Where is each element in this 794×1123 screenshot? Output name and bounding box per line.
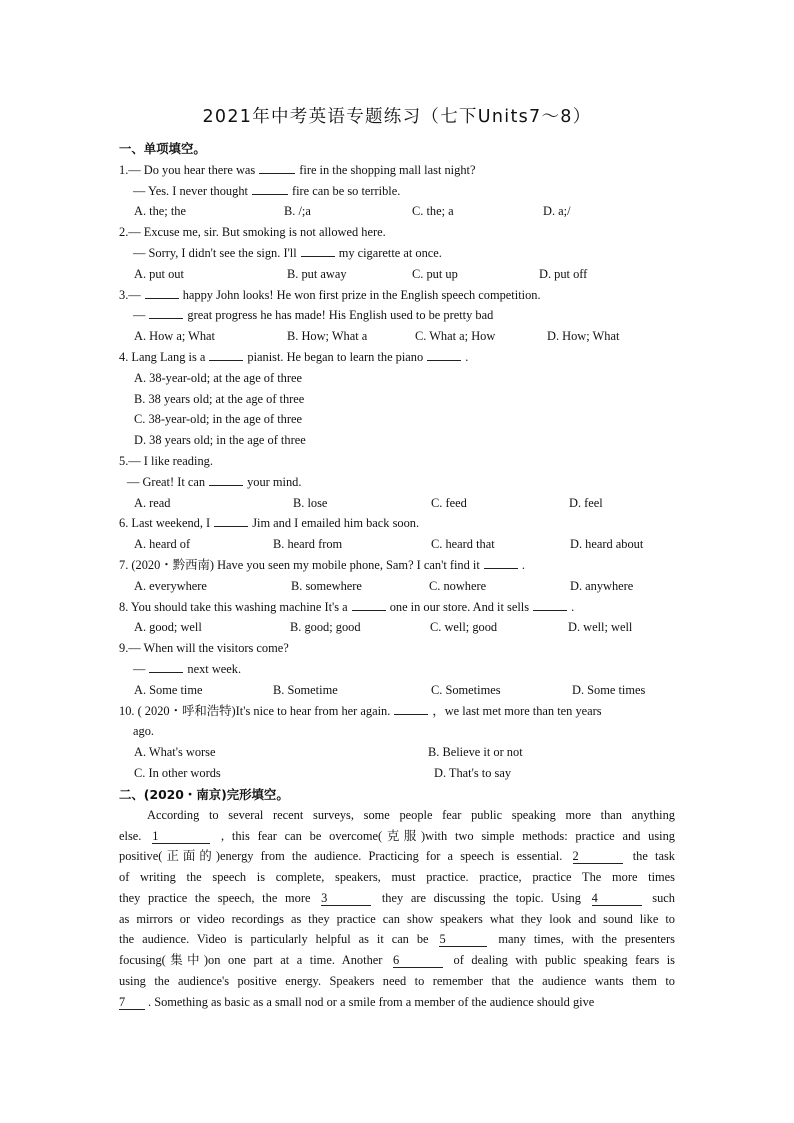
question-4-text-b: pianist. He began to learn the piano — [247, 350, 424, 364]
option-d[interactable]: D. That's to say — [434, 766, 512, 780]
answer-blank[interactable] — [533, 599, 567, 611]
passage-text: else. — [119, 829, 142, 843]
passage-text: the task — [632, 849, 675, 863]
option-c[interactable]: C. put up — [412, 267, 458, 281]
question-8-text-c: . — [571, 600, 575, 614]
question-9-text-b: next week. — [187, 662, 242, 676]
option-d[interactable]: D. Some times — [572, 683, 646, 697]
cloze-blank-1[interactable]: 1 — [152, 829, 210, 844]
passage-line-5 — [119, 890, 675, 906]
passage-text: such — [652, 891, 675, 905]
option-d[interactable]: D. feel — [569, 496, 603, 510]
question-8-text-b: one in our store. And it sells — [389, 600, 530, 614]
passage-line-8 — [119, 952, 675, 968]
option-c[interactable]: C. 38-year-old; in the age of three — [134, 412, 302, 426]
option-d[interactable]: D. heard about — [570, 537, 644, 551]
passage-line-10 — [119, 994, 675, 1010]
option-a[interactable]: A. everywhere — [134, 579, 207, 593]
question-6-text-b: Jim and I emailed him back soon. — [252, 516, 420, 530]
option-c[interactable]: C. heard that — [431, 537, 495, 551]
question-10-line-1 — [119, 703, 602, 719]
answer-blank[interactable] — [214, 515, 248, 527]
answer-blank[interactable] — [259, 162, 295, 174]
answer-blank[interactable] — [149, 661, 183, 673]
question-7-text-a: 7. (2020・黔西南) Have you seen my mobile phone, Sam? I can't find it — [119, 558, 480, 572]
option-a[interactable]: A. What's worse — [134, 745, 216, 759]
answer-blank[interactable] — [394, 703, 428, 715]
option-b[interactable]: B. 38 years old; at the age of three — [134, 392, 305, 406]
question-1-text-c: — Yes. I never thought — [133, 184, 248, 198]
option-b[interactable]: B. Sometime — [273, 683, 338, 697]
question-3-text-d: great progress he has made! His English used to be pretty bad — [187, 308, 494, 322]
option-c[interactable]: C. feed — [431, 496, 467, 510]
question-1-line-1 — [119, 162, 475, 178]
question-2-line-1: 2.— Excuse me, sir. But smoking is not allowed here. — [119, 225, 386, 239]
question-10-text-b: ，we last met more than ten years — [432, 704, 602, 718]
option-c[interactable]: C. nowhere — [429, 579, 487, 593]
question-3-text-a: 3.— — [119, 288, 141, 302]
section-heading-cloze: 二、(2020・南京)完形填空。 — [119, 787, 289, 802]
answer-blank[interactable] — [427, 349, 461, 361]
option-c[interactable]: C. What a; How — [415, 329, 496, 343]
option-d[interactable]: D. anywhere — [570, 579, 634, 593]
passage-text: they are discussing the topic. Using — [381, 891, 581, 905]
passage-text: , this fear can be overcome(克服)with two simple methods: practice and using — [221, 829, 675, 843]
option-a[interactable]: A. put out — [134, 267, 184, 281]
option-a[interactable]: A. the; the — [134, 204, 186, 218]
question-2-text-b: my cigarette at once. — [338, 246, 442, 260]
question-9-line-1: 9.— When will the visitors come? — [119, 641, 289, 655]
option-d[interactable]: D. well; well — [568, 620, 633, 634]
question-7-line-1 — [119, 557, 525, 573]
question-10-line-2: ago. — [133, 724, 154, 738]
cloze-blank-3[interactable]: 3 — [321, 891, 371, 906]
option-c[interactable]: C. Sometimes — [431, 683, 501, 697]
passage-text: positive(正面的)energy from the audience. Practicing for a speech is essential. — [119, 849, 563, 863]
cloze-blank-2[interactable]: 2 — [573, 849, 623, 864]
answer-blank[interactable] — [352, 599, 386, 611]
answer-blank[interactable] — [484, 557, 518, 569]
question-3-text-b: happy John looks! He won first prize in the English speech competition. — [182, 288, 541, 302]
question-4-text-a: 4. Lang Lang is a — [119, 350, 206, 364]
option-a[interactable]: A. good; well — [134, 620, 202, 634]
option-c[interactable]: C. well; good — [430, 620, 498, 634]
option-a[interactable]: A. Some time — [134, 683, 203, 697]
passage-line-6: as mirrors or video recordings as they practice can show speakers what they look and sound like to — [119, 912, 675, 926]
option-d[interactable]: D. a;/ — [543, 204, 571, 218]
option-b[interactable]: B. somewhere — [291, 579, 362, 593]
passage-text: the audience. Video is particularly helpful as it can be — [119, 932, 429, 946]
question-8-line-1 — [119, 599, 574, 615]
passage-text: of dealing with public speaking fears is — [453, 953, 675, 967]
question-5-line-2 — [127, 474, 301, 490]
question-5-line-1: 5.— I like reading. — [119, 454, 213, 468]
option-a[interactable]: A. 38-year-old; at the age of three — [134, 371, 302, 385]
passage-text: focusing(集中)on one part at a time. Another — [119, 953, 383, 967]
question-3-line-1 — [119, 287, 541, 303]
question-3-text-c: — — [133, 308, 146, 322]
question-5-text-b: your mind. — [247, 475, 302, 489]
answer-blank[interactable] — [252, 183, 288, 195]
question-9-text-a: — — [133, 662, 146, 676]
passage-line-1: According to several recent surveys, some people fear public speaking more than anything — [147, 808, 675, 822]
passage-text: they practice the speech, the more — [119, 891, 311, 905]
page-title: 2021年中考英语专题练习（七下Units7～8） — [202, 107, 592, 127]
cloze-blank-7[interactable]: 7 — [119, 995, 145, 1010]
question-2-line-2 — [133, 245, 442, 261]
cloze-blank-5[interactable]: 5 — [439, 932, 487, 947]
question-1-line-2 — [133, 183, 400, 199]
option-d[interactable]: D. put off — [539, 267, 588, 281]
question-4-line-1 — [119, 349, 468, 365]
passage-line-7 — [119, 931, 675, 947]
question-6-text-a: 6. Last weekend, I — [119, 516, 211, 530]
answer-blank[interactable] — [209, 474, 243, 486]
option-b[interactable]: B. /;a — [284, 204, 311, 218]
question-7-text-b: . — [521, 558, 525, 572]
question-1-text-a: 1.— Do you hear there was — [119, 163, 256, 177]
answer-blank[interactable] — [145, 287, 179, 299]
option-a[interactable]: A. How a; What — [134, 329, 215, 343]
cloze-blank-6[interactable]: 6 — [393, 953, 443, 968]
option-b[interactable]: B. good; good — [290, 620, 361, 634]
cloze-blank-4[interactable]: 4 — [592, 891, 642, 906]
passage-text: . Something as basic as a small nod or a smile from a member of the audience should give — [148, 995, 595, 1009]
option-b[interactable]: B. How; What a — [287, 329, 368, 343]
question-9-line-2 — [133, 661, 241, 677]
answer-blank[interactable] — [301, 245, 335, 257]
question-1-text-d: fire can be so terrible. — [291, 184, 401, 198]
option-d[interactable]: D. How; What — [547, 329, 620, 343]
option-c[interactable]: C. the; a — [412, 204, 454, 218]
question-3-line-2 — [133, 307, 493, 323]
question-1-text-b: fire in the shopping mall last night? — [299, 163, 476, 177]
answer-blank[interactable] — [149, 307, 183, 319]
option-c[interactable]: C. In other words — [134, 766, 221, 780]
question-2-text-a: — Sorry, I didn't see the sign. I'll — [133, 246, 297, 260]
option-b[interactable]: B. heard from — [273, 537, 343, 551]
passage-line-9: using the audience's positive energy. Speakers need to remember that the audience wants them to — [119, 974, 675, 988]
option-b[interactable]: B. lose — [293, 496, 328, 510]
option-b[interactable]: B. put away — [287, 267, 347, 281]
passage-text: many times, with the presenters — [498, 932, 675, 946]
passage-line-3 — [119, 848, 675, 864]
passage-line-4: of writing the speech is complete, speakers, must practice. practice, practice The more times — [119, 870, 675, 884]
question-8-text-a: 8. You should take this washing machine It's a — [119, 600, 348, 614]
option-d[interactable]: D. 38 years old; in the age of three — [134, 433, 306, 447]
option-a[interactable]: A. heard of — [134, 537, 191, 551]
option-b[interactable]: B. Believe it or not — [428, 745, 523, 759]
section-heading-multiple-choice: 一、单项填空。 — [119, 141, 206, 156]
answer-blank[interactable] — [209, 349, 243, 361]
question-10-text-a: 10. ( 2020・呼和浩特)It's nice to hear from her again. — [119, 704, 391, 718]
option-a[interactable]: A. read — [134, 496, 171, 510]
passage-line-2 — [119, 828, 675, 844]
question-6-line-1 — [119, 515, 419, 531]
question-5-text-a: — Great! It can — [127, 475, 206, 489]
question-4-text-c: . — [465, 350, 469, 364]
